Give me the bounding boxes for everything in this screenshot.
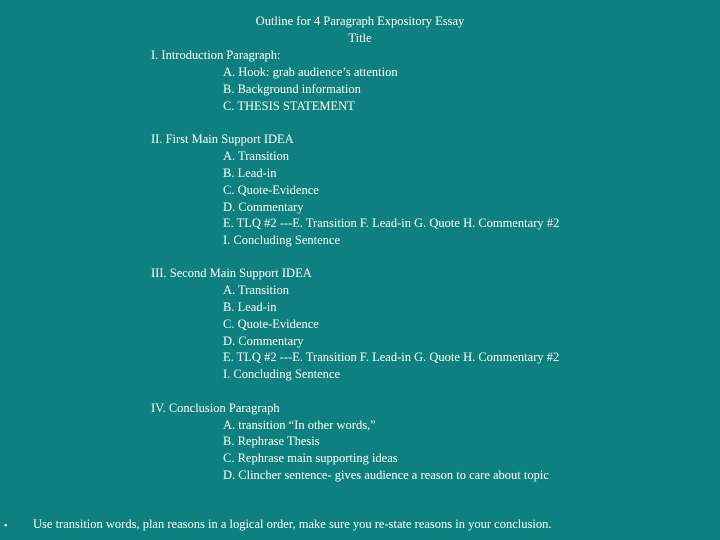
outline-item: C. Quote-Evidence [223,183,319,197]
outline-item: C. Rephrase main supporting ideas [223,451,398,465]
outline-item: I. Concluding Sentence [223,367,340,381]
outline-item: C. Quote-Evidence [223,317,319,331]
outline-item: D. Commentary [223,334,304,348]
outline-item: C. THESIS STATEMENT [223,99,355,113]
footer-text: Use transition words, plan reasons in a logical order, make sure you re-state reasons in your conclusion. [33,517,552,531]
bullet-icon: • [4,521,8,532]
outline-item: A. Transition [223,149,289,163]
section-heading: III. Second Main Support IDEA [151,266,312,280]
outline-item: B. Rephrase Thesis [223,434,320,448]
section-heading: IV. Conclusion Paragraph [151,401,280,415]
section-heading: II. First Main Support IDEA [151,132,294,146]
outline-item: D. Clincher sentence- gives audience a reason to care about topic [223,468,549,482]
outline-item: D. Commentary [223,200,304,214]
outline-item: B. Background information [223,82,361,96]
outline-item: E. TLQ #2 ---E. Transition F. Lead-in G. Quote H. Commentary #2 [223,216,560,230]
section-heading: I. Introduction Paragraph: [151,48,281,62]
outline-item: B. Lead-in [223,166,277,180]
outline-item: E. TLQ #2 ---E. Transition F. Lead-in G. Quote H. Commentary #2 [223,350,560,364]
outline-title: Outline for 4 Paragraph Expository Essay [255,14,465,28]
outline-item: A. Transition [223,283,289,297]
essay-title-label: Title [348,31,372,45]
outline-item: B. Lead-in [223,300,277,314]
outline-item: A. transition “In other words,” [223,418,376,432]
outline-item: I. Concluding Sentence [223,233,340,247]
outline-item: A. Hook: grab audience’s attention [223,65,398,79]
